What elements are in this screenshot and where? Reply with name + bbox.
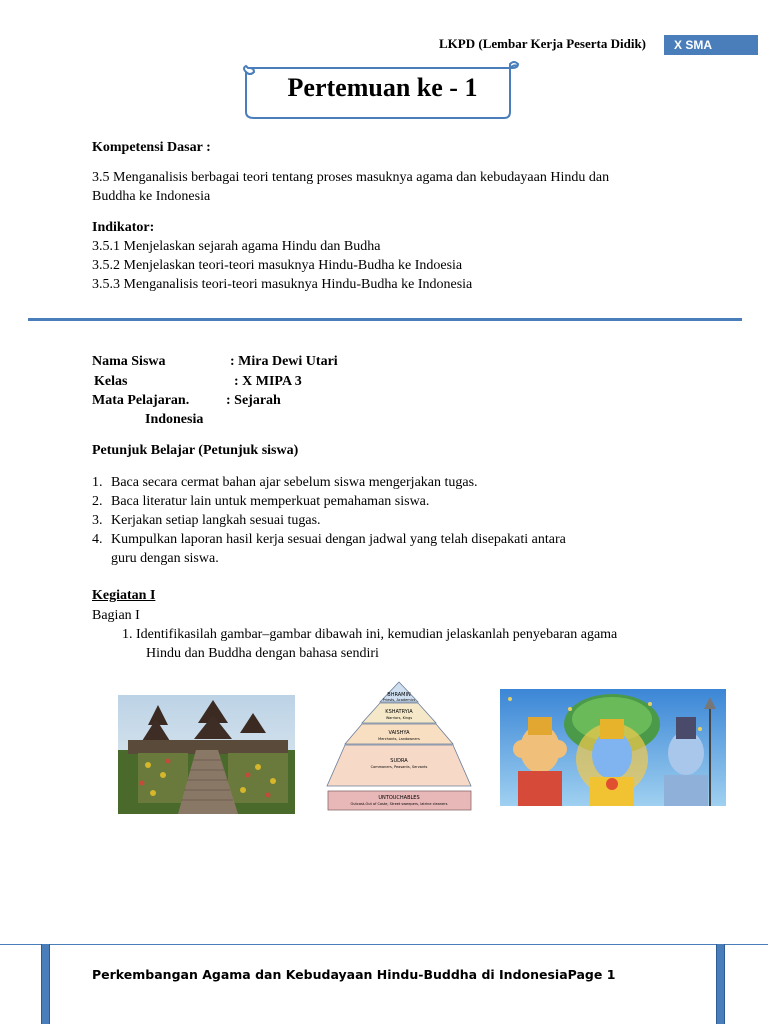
footer-bar-right — [716, 944, 725, 1024]
task-line-1: 1. Identifikasilah gambar–gambar dibawah ini, kemudian jelaskanlah penyebaran agama — [122, 627, 618, 642]
list-text: Baca literatur lain untuk memperkuat pemahaman siswa. — [111, 494, 430, 509]
pyramid-level-name: KSHATRYIA — [385, 709, 413, 715]
nama-value: : Mira Dewi Utari — [230, 354, 338, 369]
kompetensi-line-1: 3.5 Menganalisis berbagai teori tentang proses masuknya agama dan kebudayaan Hindu dan — [92, 170, 610, 185]
page-title: Pertemuan ke - 1 — [287, 73, 478, 102]
pyramid-level-name: VAISHYA — [388, 730, 410, 736]
mapel-value-cont: Indonesia — [145, 412, 204, 427]
list-item — [92, 492, 429, 511]
caste-pyramid-image — [324, 680, 474, 814]
pyramid-level-sub: Merchants, Landowners — [378, 737, 420, 741]
kelas-label: Kelas — [94, 374, 128, 389]
kegiatan-heading: Kegiatan I — [92, 588, 156, 603]
indikator-item: 3.5.2 Menjelaskan teori-teori masuknya Hindu-Budha ke Indoesia — [92, 258, 463, 273]
footer-text: Perkembangan Agama dan Kebudayaan Hindu-Buddha di IndonesiaPage 1 — [92, 967, 616, 982]
kompetensi-heading: Kompetensi Dasar : — [92, 140, 211, 155]
mapel-label: Mata Pelajaran. — [92, 393, 190, 408]
pyramid-level-sub: Warriors, Kings — [385, 716, 413, 720]
list-number: 2. — [92, 494, 103, 509]
list-item — [92, 473, 478, 492]
class-badge: X SMA — [664, 35, 758, 55]
list-number: 1. — [92, 475, 103, 490]
mapel-value: : Sejarah — [226, 393, 281, 408]
list-number: 4. — [92, 532, 103, 547]
task-line-2: Hindu dan Buddha dengan bahasa sendiri — [146, 646, 379, 661]
kelas-value: : X MIPA 3 — [234, 374, 302, 389]
kompetensi-line-2: Buddha ke Indonesia — [92, 189, 211, 204]
list-item — [92, 530, 566, 549]
indikator-heading: Indikator: — [92, 220, 155, 235]
pyramid-untouchables-sub: Outcast-Out of Caste, Street sweepers, latrine cleaners — [350, 802, 448, 806]
petunjuk-heading: Petunjuk Belajar (Petunjuk siswa) — [92, 443, 299, 458]
footer-bar-left — [41, 944, 50, 1024]
list-item — [92, 511, 321, 530]
pyramid-level-sub: Priests, Academics — [382, 698, 416, 702]
section-divider — [28, 318, 742, 321]
nama-label: Nama Siswa — [92, 354, 166, 369]
header-title: LKPD (Lembar Kerja Peserta Didik) — [439, 36, 646, 51]
temple-image — [118, 695, 295, 814]
list-text: Baca secara cermat bahan ajar sebelum siswa mengerjakan tugas. — [111, 475, 478, 490]
list-text-cont: guru dengan siswa. — [111, 551, 219, 566]
bagian-label: Bagian I — [92, 608, 140, 623]
indikator-item: 3.5.3 Menganalisis teori-teori masuknya Hindu-Budha ke Indonesia — [92, 277, 473, 292]
footer-divider — [0, 944, 768, 945]
pyramid-level-sub: Commoners, Peasants, Servants — [370, 765, 428, 769]
list-text: Kerjakan setiap langkah sesuai tugas. — [111, 513, 321, 528]
pyramid-untouchables: UNTOUCHABLES — [378, 795, 420, 801]
pyramid-level-name: BHRAMIN — [387, 692, 411, 698]
indikator-item: 3.5.1 Menjelaskan sejarah agama Hindu dan Budha — [92, 239, 381, 254]
list-text: Kumpulkan laporan hasil kerja sesuai dengan jadwal yang telah disepakati antara — [111, 532, 566, 547]
trimurti-image — [500, 689, 726, 806]
pyramid-level-name: SUDRA — [390, 758, 408, 764]
list-number: 3. — [92, 513, 103, 528]
